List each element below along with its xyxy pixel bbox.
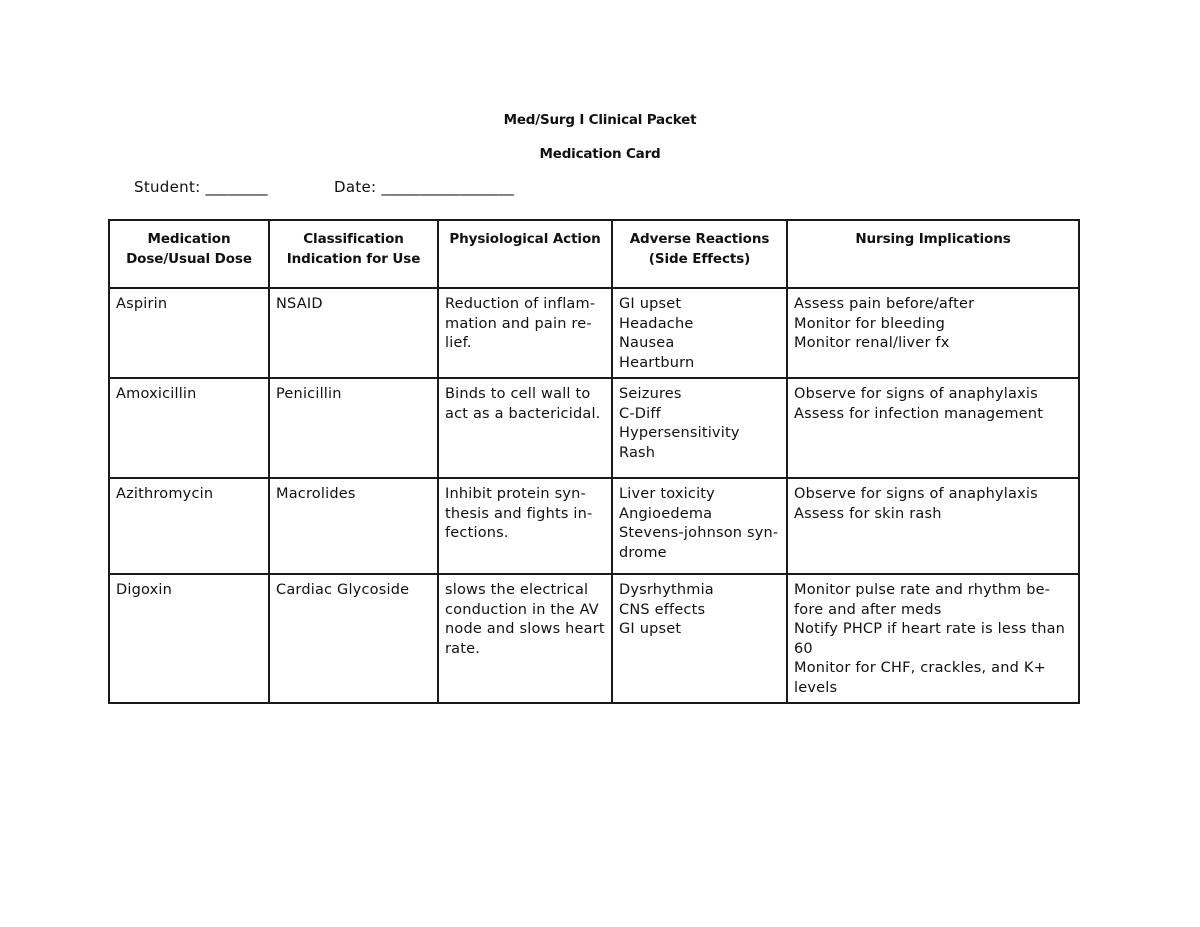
header-adverse-reactions: Adverse Reactions (Side Effects) [612, 220, 787, 288]
cell-nursing: Observe for signs of anaphylaxis Assess for infection management [787, 378, 1079, 478]
cell-medication: Aspirin [109, 288, 269, 378]
cell-nursing: Monitor pulse rate and rhythm be- fore and after meds Notify PHCP if heart rate is less than 60 Monitor for CHF, crackles, and K+ levels [787, 574, 1079, 703]
table-row [109, 378, 1079, 478]
header-medication: Medication Dose/Usual Dose [109, 220, 269, 288]
table-row [109, 574, 1079, 703]
student-field: Student: ________ [134, 178, 268, 196]
cell-adverse: GI upset Headache Nausea Heartburn [612, 288, 787, 378]
cell-medication: Azithromycin [109, 478, 269, 574]
header-classification: Classification Indication for Use [269, 220, 438, 288]
date-field: Date: _________________ [334, 178, 515, 196]
cell-classification: Macrolides [269, 478, 438, 574]
table-row [109, 478, 1079, 574]
cell-action: Binds to cell wall to act as a bactericidal. [438, 378, 612, 478]
header-nursing-implications: Nursing Implications [787, 220, 1079, 288]
card-title: Medication Card [539, 146, 661, 162]
cell-nursing: Observe for signs of anaphylaxis Assess for skin rash [787, 478, 1079, 574]
cell-adverse: Liver toxicity Angioedema Stevens-johnson syn- drome [612, 478, 787, 574]
cell-medication: Amoxicillin [109, 378, 269, 478]
document-title: Med/Surg I Clinical Packet [503, 112, 697, 128]
cell-adverse: Dysrhythmia CNS effects GI upset [612, 574, 787, 703]
cell-nursing: Assess pain before/after Monitor for bleeding Monitor renal/liver fx [787, 288, 1079, 378]
cell-action: slows the electrical conduction in the AV node and slows heart rate. [438, 574, 612, 703]
header-physiological-action: Physiological Action [438, 220, 612, 288]
cell-classification: NSAID [269, 288, 438, 378]
cell-adverse: Seizures C-Diff Hypersensitivity Rash [612, 378, 787, 478]
cell-classification: Penicillin [269, 378, 438, 478]
table-header-row [109, 220, 1079, 288]
cell-action: Inhibit protein syn- thesis and fights in- fections. [438, 478, 612, 574]
cell-medication: Digoxin [109, 574, 269, 703]
cell-action: Reduction of inflam- mation and pain re- lief. [438, 288, 612, 378]
table-row [109, 288, 1079, 378]
medication-table [108, 219, 1080, 704]
cell-classification: Cardiac Glycoside [269, 574, 438, 703]
